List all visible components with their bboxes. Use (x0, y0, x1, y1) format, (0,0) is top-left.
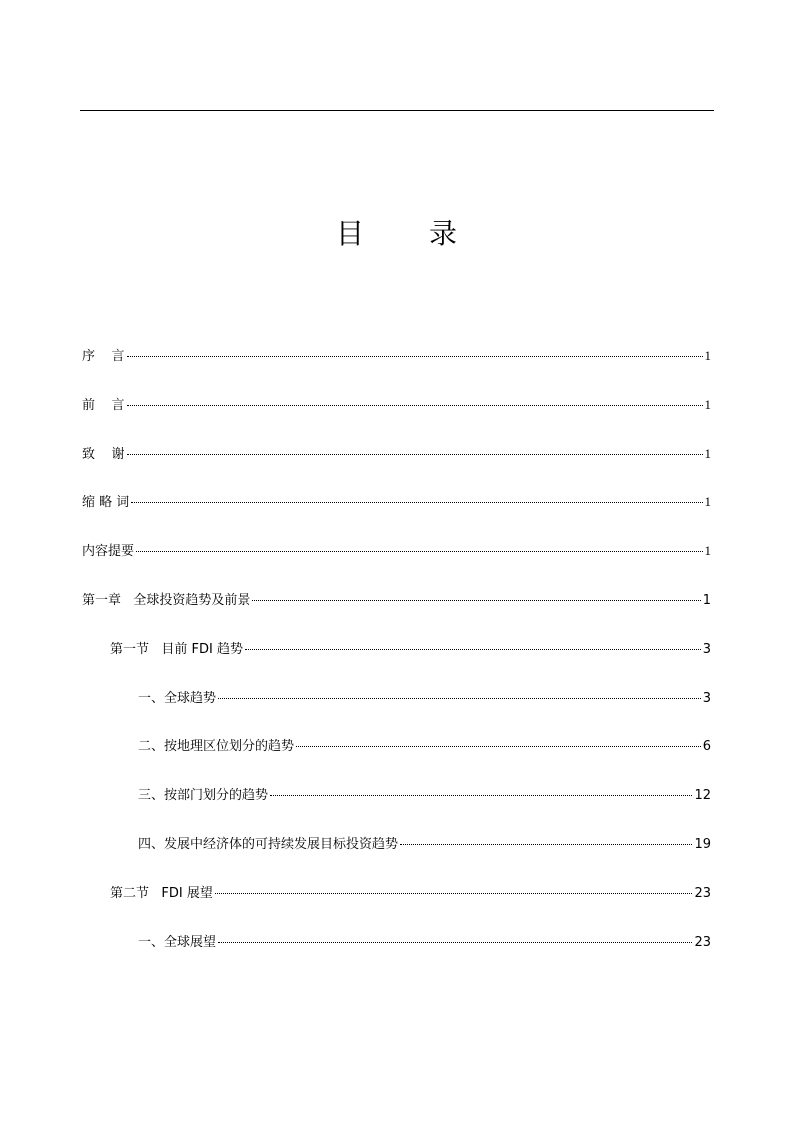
toc-entry[interactable] (138, 687, 711, 705)
dot-leader (127, 454, 703, 455)
toc-entry-page: 1 (704, 396, 711, 412)
toc-entry[interactable] (82, 491, 711, 509)
toc-entry-label: 一、全球展望 (138, 934, 217, 950)
dot-leader (270, 795, 692, 796)
toc-entry-label: 三、按部门划分的趋势 (138, 788, 269, 804)
toc-entry-label: 序 言 (82, 349, 125, 364)
toc-entry-page: 1 (704, 348, 711, 363)
toc-entry-page: 1 (702, 593, 711, 608)
dot-leader (218, 942, 692, 943)
toc-entry-label: 第一节 目前 FDI 趋势 (110, 641, 243, 657)
toc-entry-page: 6 (702, 739, 711, 755)
header-rule (80, 110, 714, 111)
dot-leader (215, 893, 693, 894)
toc-entry[interactable] (110, 882, 711, 900)
dot-leader (296, 746, 701, 747)
dot-leader (245, 649, 701, 650)
toc-entry-label: 第一章 全球投资趋势及前景 (82, 593, 251, 608)
dot-leader (131, 502, 702, 503)
toc-entry[interactable] (82, 345, 711, 363)
toc-entry-label: 致 谢 (82, 446, 125, 462)
toc-entry-label: 第二节 FDI 展望 (110, 885, 213, 901)
dot-leader (400, 844, 692, 845)
toc-entry-page: 1 (704, 445, 711, 461)
toc-entry-label: 前 言 (82, 397, 125, 413)
toc-entry[interactable] (110, 638, 711, 656)
toc-entry-page: 3 (702, 641, 711, 657)
dot-leader (252, 600, 700, 601)
toc-entry-label: 二、按地理区位划分的趋势 (138, 739, 295, 755)
toc-entry[interactable] (138, 735, 711, 753)
dot-leader (136, 551, 702, 552)
toc-entry[interactable] (138, 833, 711, 851)
toc-entry-page: 23 (694, 934, 711, 950)
toc-entry-page: 1 (704, 543, 711, 559)
toc-entry-label: 缩 略 词 (82, 495, 130, 511)
toc-entry-page: 12 (694, 788, 711, 804)
page-title: 目 录 (336, 217, 485, 250)
toc-entry[interactable] (82, 443, 711, 461)
toc-entry[interactable] (82, 589, 711, 607)
toc-entry[interactable] (82, 394, 711, 412)
toc-entry[interactable] (138, 784, 711, 802)
toc-entry[interactable] (82, 540, 711, 558)
toc-entry-page: 1 (704, 494, 711, 510)
toc-entry-label: 四、发展中经济体的可持续发展目标投资趋势 (138, 837, 399, 852)
toc-entry-label: 内容提要 (82, 544, 135, 560)
toc-entry-label: 一、全球趋势 (138, 690, 217, 706)
toc-entry-page: 3 (702, 690, 711, 706)
toc-entry[interactable] (138, 931, 711, 949)
dot-leader (218, 698, 701, 699)
dot-leader (127, 356, 703, 357)
dot-leader (127, 405, 703, 406)
toc-entry-page: 19 (694, 837, 711, 852)
toc-entry-page: 23 (694, 885, 711, 901)
